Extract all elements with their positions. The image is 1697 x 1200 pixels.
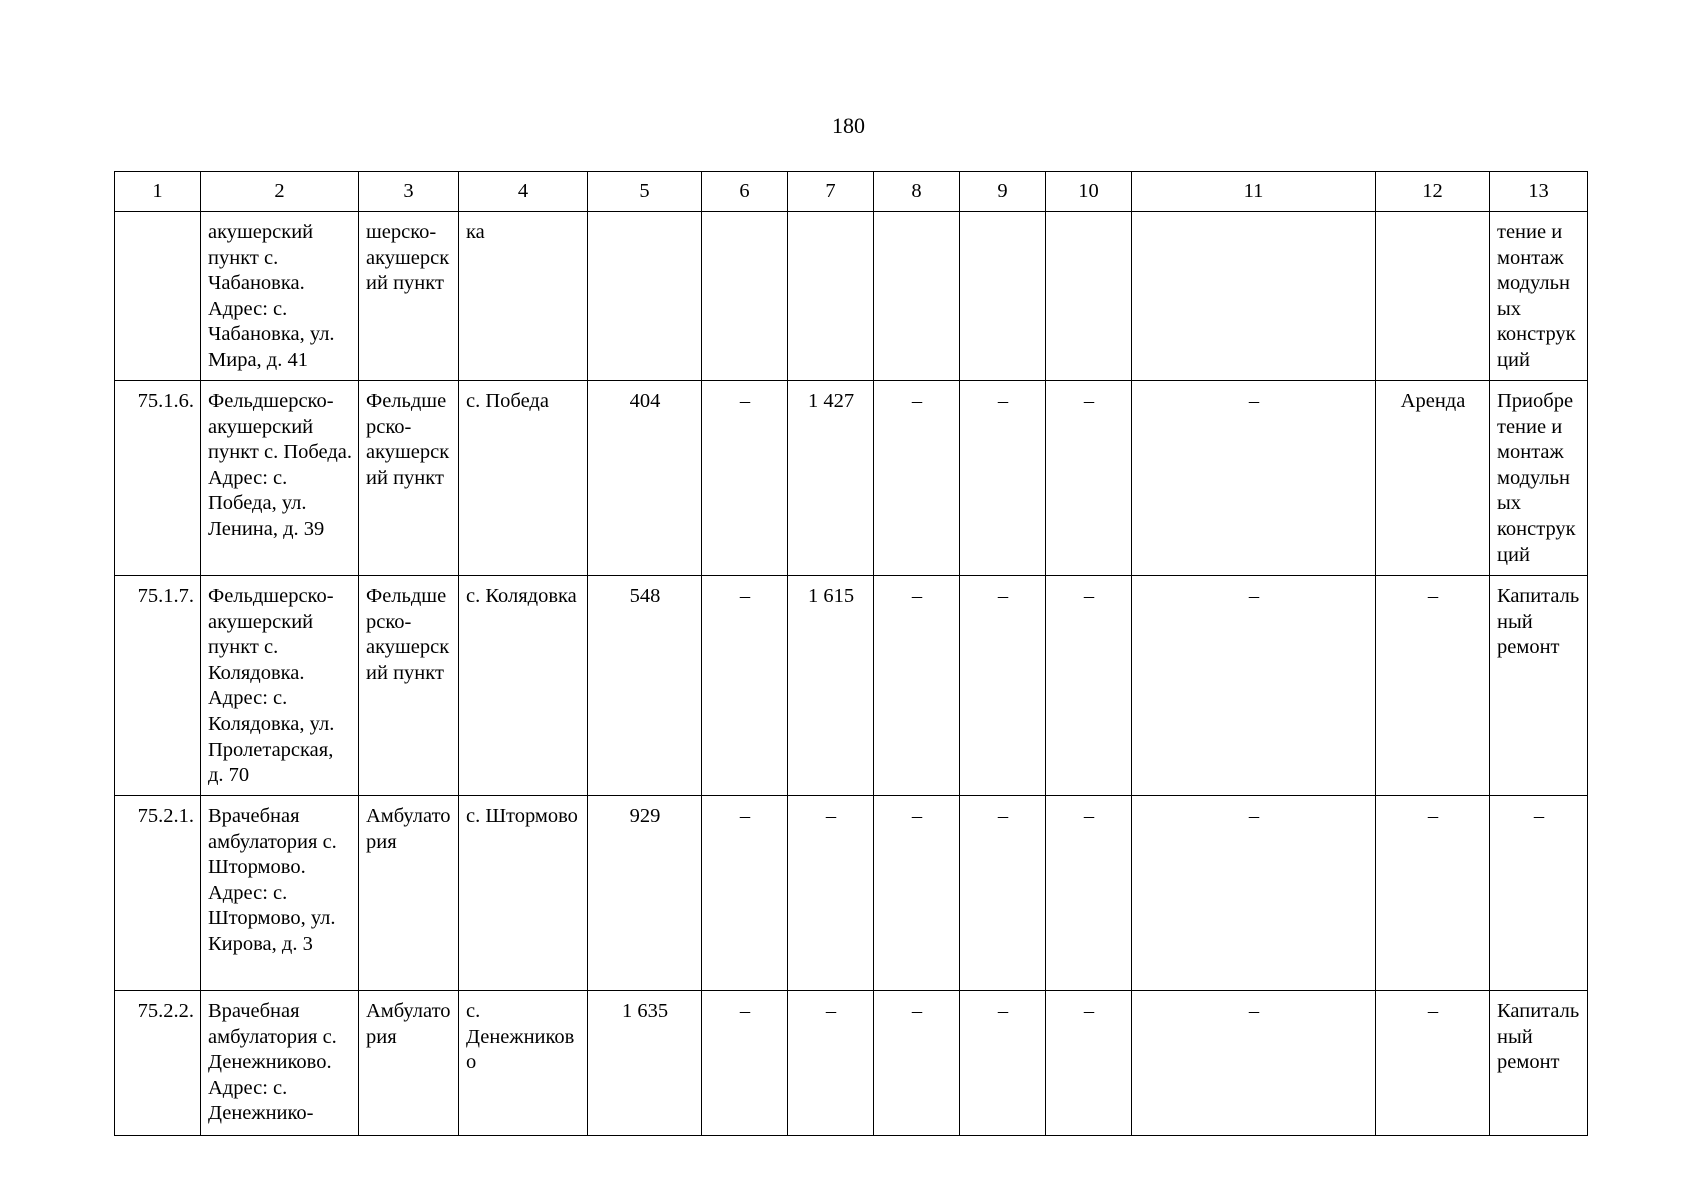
measure-cell: Капитальный ремонт	[1490, 991, 1588, 1136]
object-type-cell: Фельдшерско-акушерский пункт	[359, 576, 459, 796]
column-header: 2	[201, 172, 359, 212]
value-cell: –	[702, 991, 788, 1136]
value-cell: –	[874, 381, 960, 576]
value-cell: –	[1132, 576, 1376, 796]
object-name-cell: акушерский пункт с. Чабановка. Адрес: с. Чабановка, ул. Мира, д. 41	[201, 212, 359, 381]
location-cell: с. Победа	[459, 381, 588, 576]
value-cell: 1 615	[788, 576, 874, 796]
value-cell: –	[960, 991, 1046, 1136]
value-cell: –	[874, 796, 960, 991]
value-cell: Аренда	[1376, 381, 1490, 576]
column-header: 12	[1376, 172, 1490, 212]
object-name-cell: Фельдшерско-акушерский пункт с. Победа. Адрес: с. Победа, ул. Ленина, д. 39	[201, 381, 359, 576]
value-cell: –	[702, 576, 788, 796]
value-cell: –	[960, 381, 1046, 576]
object-name-cell: Врачебная амбулатория с. Штормово. Адрес: с. Штормово, ул. Кирова, д. 3	[201, 796, 359, 991]
value-cell: –	[1046, 381, 1132, 576]
column-header: 1	[115, 172, 201, 212]
table-row	[115, 212, 1588, 381]
value-cell: 929	[588, 796, 702, 991]
column-header: 11	[1132, 172, 1376, 212]
value-cell: –	[1376, 991, 1490, 1136]
value-cell	[588, 212, 702, 381]
row-number-cell: 75.1.6.	[115, 381, 201, 576]
table-row	[115, 576, 1588, 796]
value-cell: 404	[588, 381, 702, 576]
object-type-cell: Амбулатория	[359, 796, 459, 991]
location-cell: с. Штормово	[459, 796, 588, 991]
measure-cell: –	[1490, 796, 1588, 991]
value-cell: –	[1376, 576, 1490, 796]
value-cell: –	[960, 576, 1046, 796]
value-cell	[1132, 212, 1376, 381]
location-cell: с. Колядовка	[459, 576, 588, 796]
value-cell: 1 635	[588, 991, 702, 1136]
value-cell: 548	[588, 576, 702, 796]
row-number-cell: 75.2.2.	[115, 991, 201, 1136]
value-cell	[702, 212, 788, 381]
value-cell: –	[1376, 796, 1490, 991]
column-header: 3	[359, 172, 459, 212]
value-cell	[874, 212, 960, 381]
column-header: 7	[788, 172, 874, 212]
measure-cell: тение и монтаж модульных конструкций	[1490, 212, 1588, 381]
row-number-cell: 75.2.1.	[115, 796, 201, 991]
value-cell	[1046, 212, 1132, 381]
value-cell: –	[788, 991, 874, 1136]
data-table	[114, 171, 1588, 1136]
value-cell: –	[1046, 796, 1132, 991]
value-cell: –	[1046, 576, 1132, 796]
value-cell: –	[1132, 991, 1376, 1136]
column-header: 6	[702, 172, 788, 212]
value-cell: 1 427	[788, 381, 874, 576]
value-cell: –	[788, 796, 874, 991]
value-cell	[788, 212, 874, 381]
value-cell	[960, 212, 1046, 381]
value-cell: –	[874, 576, 960, 796]
value-cell: –	[1132, 381, 1376, 576]
table-row	[115, 991, 1588, 1136]
value-cell: –	[702, 796, 788, 991]
value-cell: –	[1046, 991, 1132, 1136]
column-header: 8	[874, 172, 960, 212]
table-row	[115, 381, 1588, 576]
location-cell: с. Денежниково	[459, 991, 588, 1136]
measure-cell: Приобретение и монтаж модульных конструкций	[1490, 381, 1588, 576]
row-number-cell	[115, 212, 201, 381]
object-type-cell: Фельдшерско-акушерский пункт	[359, 381, 459, 576]
value-cell	[1376, 212, 1490, 381]
measure-cell: Капитальный ремонт	[1490, 576, 1588, 796]
column-header: 9	[960, 172, 1046, 212]
column-header: 5	[588, 172, 702, 212]
table-header-row	[115, 172, 1588, 212]
location-cell: ка	[459, 212, 588, 381]
value-cell: –	[874, 991, 960, 1136]
column-header: 4	[459, 172, 588, 212]
object-name-cell: Врачебная амбулатория с. Денежниково. Адрес: с. Денежнико-	[201, 991, 359, 1136]
page-number: 180	[832, 113, 865, 138]
column-header: 13	[1490, 172, 1588, 212]
object-name-cell: Фельдшерско-акушерский пункт с. Колядовка. Адрес: с. Колядовка, ул. Пролетарская, д. 70	[201, 576, 359, 796]
table-row	[115, 796, 1588, 991]
object-type-cell: шерско-акушерский пункт	[359, 212, 459, 381]
row-number-cell: 75.1.7.	[115, 576, 201, 796]
value-cell: –	[960, 796, 1046, 991]
value-cell: –	[702, 381, 788, 576]
value-cell: –	[1132, 796, 1376, 991]
object-type-cell: Амбулатория	[359, 991, 459, 1136]
column-header: 10	[1046, 172, 1132, 212]
